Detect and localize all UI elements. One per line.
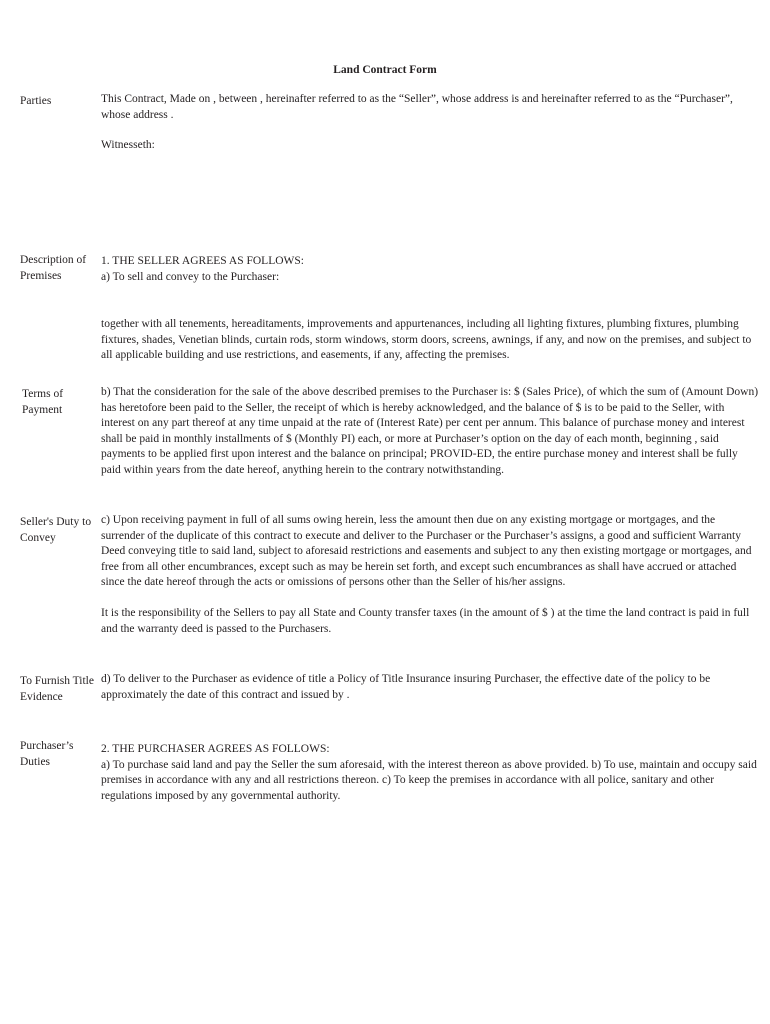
payment-text: b) That the consideration for the sale of the above described premises to the Purchaser is: $ (Sales Price), of which the sum of (Amount Down) has heretofore been paid to the Seller, the receipt of which is hereby acknowledged, and the balance of $ is to be paid to the Seller, with interest on any part thereof at any time unpaid at the rate of (Interest Rate) per cent per annum. This balance of purchase money and interest shall be paid in monthly installments of $ (Monthly PI) each, or more at Purchaser’s option on the day of each month, beginning , said payments to be applied first upon interest and the balance on principal; PROVID-ED, the entire purchase money and interest shall be fully paid within years from the date hereof, anything herein to the contrary notwithstanding.	[101, 386, 759, 476]
side-label-purchasers-duties: Purchaser’s Duties	[20, 740, 74, 768]
document-title: Land Contract Form	[333, 64, 437, 76]
seller-duty-section	[101, 513, 759, 637]
payment-section	[101, 385, 759, 479]
side-label-parties: Parties	[20, 95, 52, 107]
purchaser-agrees-heading: 2. THE PURCHASER AGREES AS FOLLOWS:	[101, 743, 330, 755]
item-a-text: a) To sell and convey to the Purchaser:	[101, 270, 280, 283]
purchaser-duties-section	[101, 742, 759, 804]
title-evidence-section	[101, 672, 759, 703]
purchaser-duties-text: a) To purchase said land and pay the Seller the sum aforesaid, with the interest thereon as above provided. b) To use, maintain and occupy said premises in accordance with any and all restrictions thereon. c) To keep the premises in accordance with all police, sanitary and other regulations imposed by any governmental authority.	[101, 758, 757, 802]
title-evidence-text: d) To deliver to the Purchaser as evidence of title a Policy of Title Insurance insuring Purchaser, the effective date of the policy to be approximately the date of this contract and issued by .	[101, 673, 711, 701]
side-label-sellers-duty: Seller's Duty to Convey	[20, 516, 92, 544]
side-label-premises: Description of Premises	[20, 254, 87, 282]
premises-section	[101, 254, 759, 285]
seller-agrees-heading: 1. THE SELLER AGREES AS FOLLOWS:	[101, 255, 304, 267]
together-text: together with all tenements, hereaditaments, improvements and appurtenances, including all lighting fixtures, plumbing fixtures, plumbing fixtures, shades, Venetian blinds, curtain rods, storm windows, storm doors, screens, awnings, if any, and now on the premises, and subject to all applicable building and use restrictions, and easements, if any, affecting the premises.	[101, 318, 752, 362]
side-label-terms-of-payment: Terms of Payment	[22, 388, 64, 416]
parties-section	[101, 92, 759, 154]
together-clause	[101, 317, 759, 364]
side-label-title-evidence: To Furnish Title Evidence	[20, 675, 94, 703]
witnesseth-text: Witnesseth:	[101, 139, 155, 152]
transfer-tax-text: It is the responsibility of the Sellers to pay all State and County transfer taxes (in the amount of $ ) at the time the land contract is paid in full and the warranty deed is passed to the Purchasers.	[101, 606, 750, 635]
parties-text: This Contract, Made on , between , hereinafter referred to as the “Seller”, whose address is and hereinafter referred to as the “Purchaser”, whose address .	[101, 93, 733, 121]
seller-duty-text: c) Upon receiving payment in full of all sums owing herein, less the amount then due on any existing mortgage or mortgages, and the surrender of the duplicate of this contract to execute and deliver to the Purchaser or the Purchaser’s assigns, a good and sufficient Warranty Deed conveying title to said land, subject to aforesaid restrictions and easements and subject to any then existing mortgage or mortgages, and free from all other encumbrances, except such as may be herein set forth, and except such encumbrances as shall have accrued or attached since the date hereof through the acts or omissions of persons other than the Seller of his/her assigns.	[101, 514, 752, 589]
